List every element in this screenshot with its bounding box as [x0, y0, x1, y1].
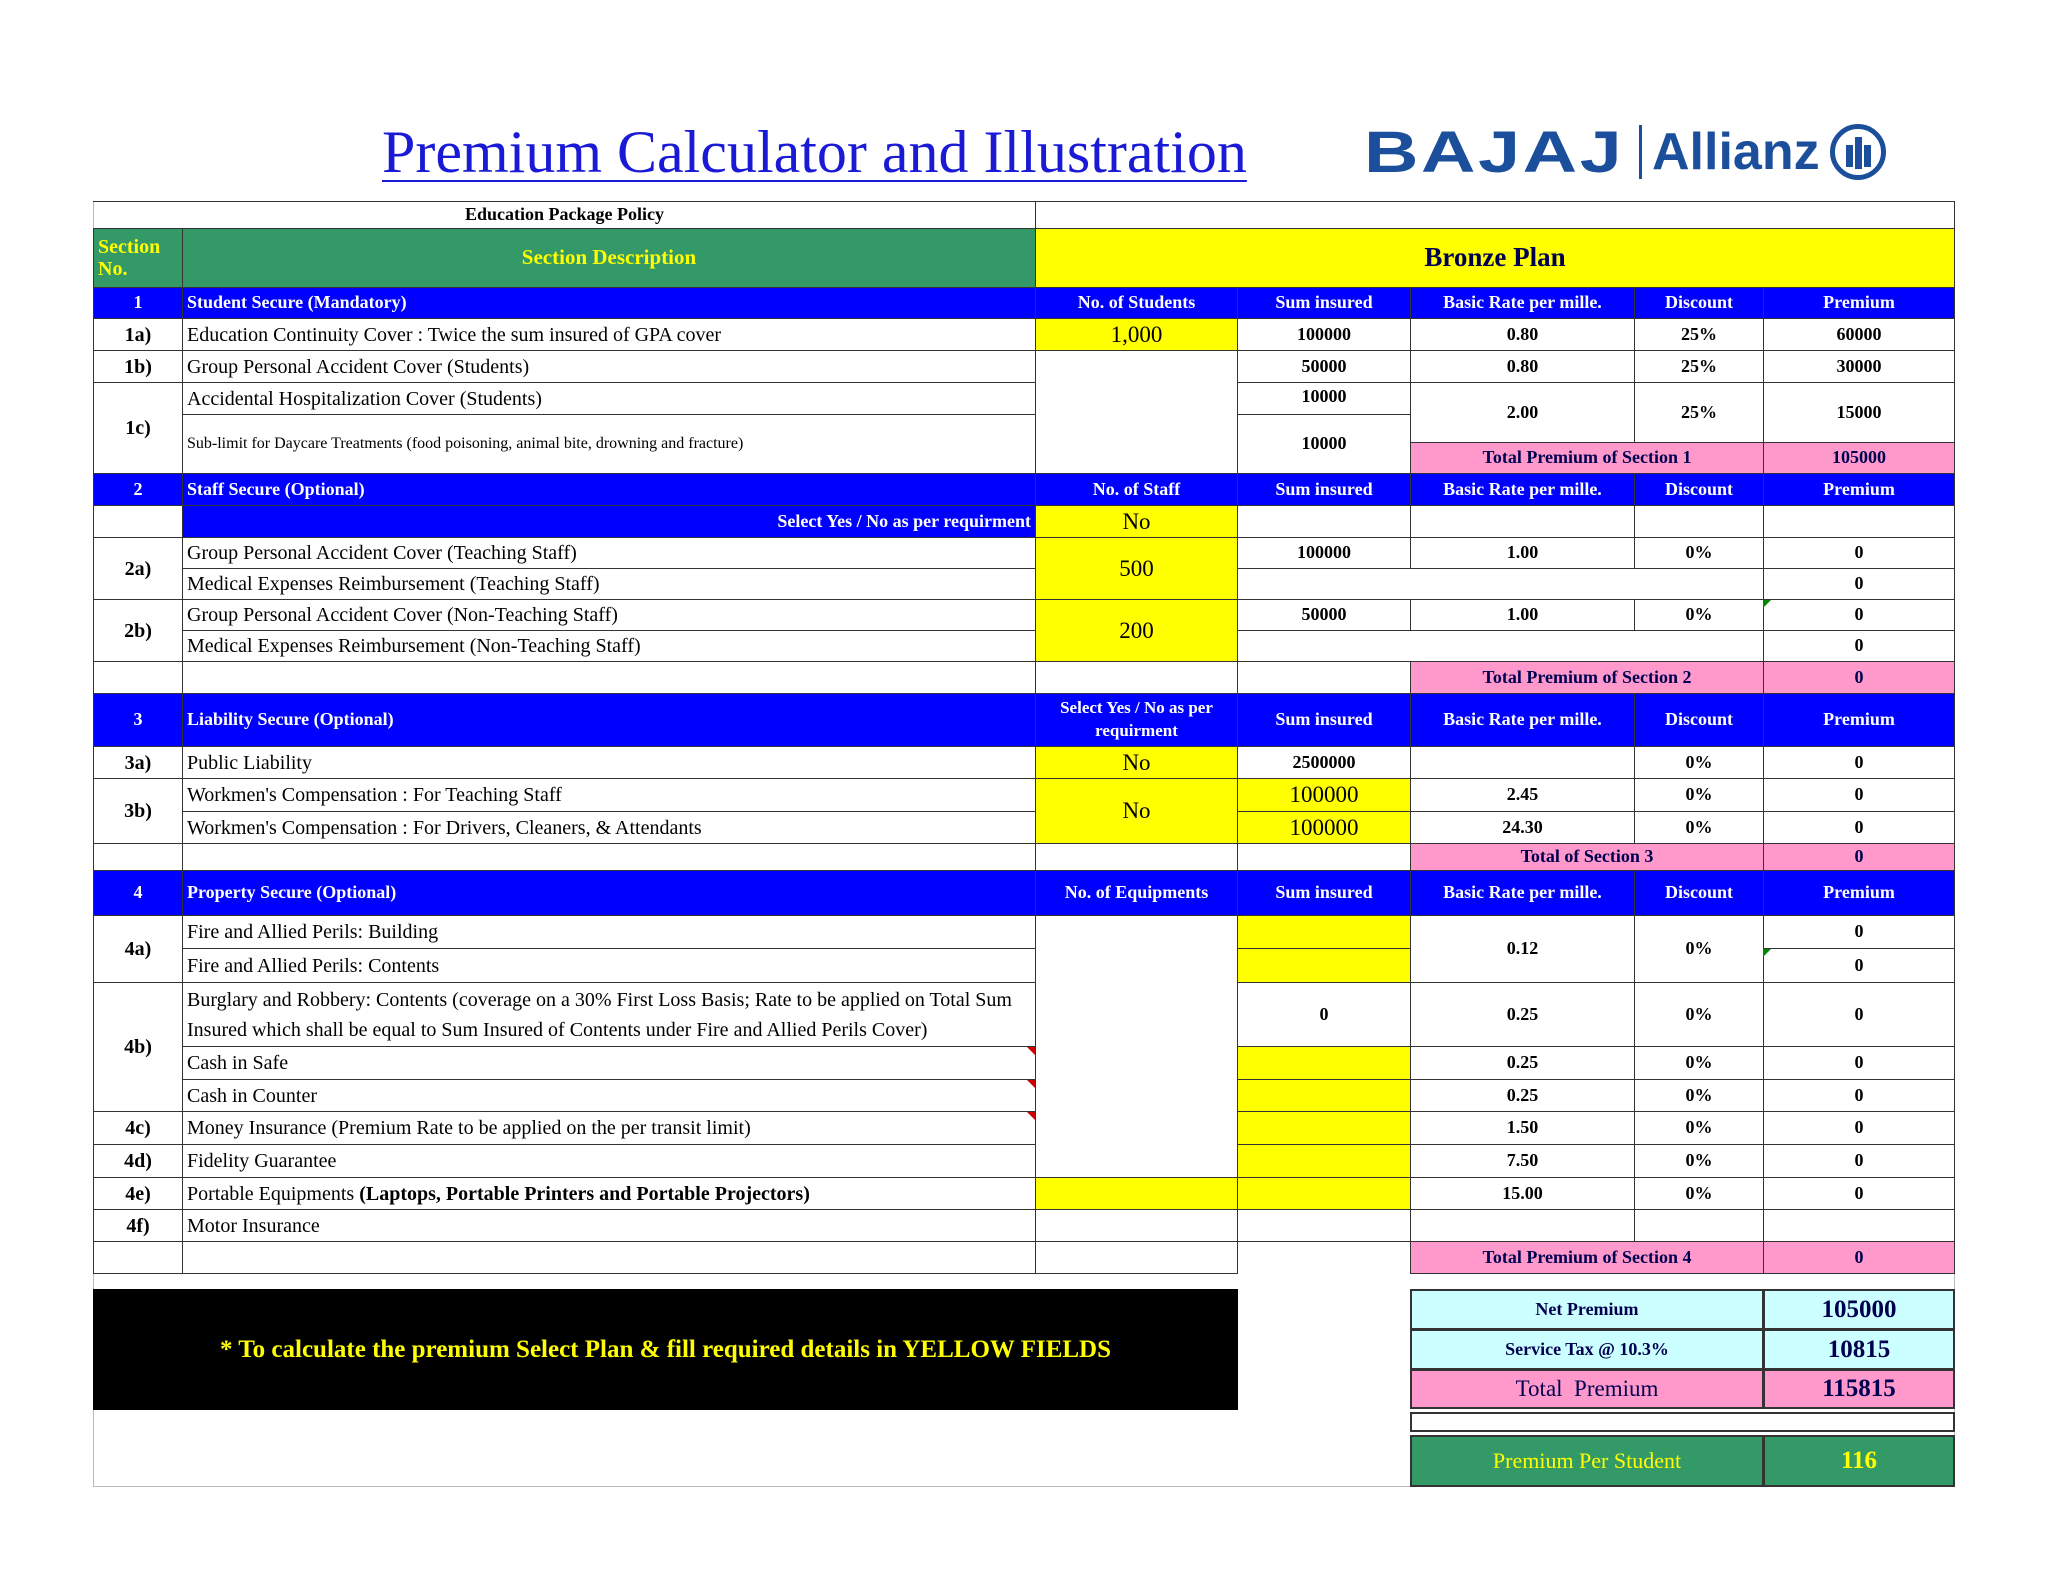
page-title: Premium Calculator and Illustration — [382, 119, 1247, 185]
row-description: Burglary and Robbery: Contents (coverage on a 30% First Loss Basis; Rate to be applied on Total Sum Insured which shall be equal to Sum Insured of Contents under Fire and Allied Perils Cover) — [182, 982, 1036, 1047]
s3-no: 3 — [93, 693, 183, 747]
premium: 0 — [1763, 1144, 1955, 1178]
s2-rate-header: Basic Rate per mille. — [1410, 473, 1635, 506]
s1-no: 1 — [93, 287, 183, 319]
discount: 25% — [1634, 382, 1764, 443]
s3-name: Liability Secure (Optional) — [182, 693, 1036, 747]
premium: 0 — [1763, 537, 1955, 569]
row-description: Group Personal Accident Cover (Teaching Staff) — [182, 537, 1036, 569]
blank-cell — [182, 661, 1036, 694]
row-id: 1a) — [93, 318, 183, 351]
s2-select-label: Select Yes / No as per requirment — [182, 505, 1036, 538]
fidelity-sum-input[interactable] — [1237, 1144, 1411, 1178]
blank-cell — [1237, 843, 1411, 871]
cash-in-counter-sum-input[interactable] — [1237, 1079, 1411, 1112]
sum-insured: 10000 — [1237, 382, 1411, 415]
premium: 0 — [1763, 630, 1955, 662]
discount: 0% — [1634, 537, 1764, 569]
row-id: 4e) — [93, 1177, 183, 1210]
s2-name: Staff Secure (Optional) — [182, 473, 1036, 506]
s1-discount-header: Discount — [1634, 287, 1764, 319]
public-liability-select[interactable]: No — [1035, 746, 1238, 779]
allianz-eagle-icon — [1830, 124, 1886, 180]
row-description: Group Personal Accident Cover (Non-Teaching Staff) — [182, 599, 1036, 631]
row-description: Cash in Safe — [182, 1046, 1036, 1080]
blank-cell — [1035, 1209, 1238, 1242]
s2-no: 2 — [93, 473, 183, 506]
rate: 2.00 — [1410, 382, 1635, 443]
comment-marker — [1763, 949, 1771, 957]
premium: 0 — [1763, 1046, 1955, 1080]
rate: 1.00 — [1410, 537, 1635, 569]
row-description: Fire and Allied Perils: Building — [182, 915, 1036, 949]
blank-cell — [93, 661, 183, 694]
sum-insured: 10000 — [1237, 414, 1411, 474]
blank-cell — [182, 1241, 1036, 1274]
discount: 0% — [1634, 1177, 1764, 1210]
comment-marker — [1763, 600, 1771, 608]
discount: 0% — [1634, 1111, 1764, 1145]
sum-insured: 50000 — [1237, 350, 1411, 383]
row-description: Fire and Allied Perils: Contents — [182, 948, 1036, 983]
discount: 0% — [1634, 746, 1764, 779]
sum-insured: 100000 — [1237, 537, 1411, 569]
money-insurance-sum-input[interactable] — [1237, 1111, 1411, 1145]
drivers-sum-input[interactable]: 100000 — [1237, 811, 1411, 844]
blank-cell — [1634, 1209, 1764, 1242]
row-id: 4b) — [93, 982, 183, 1112]
s4-total: 0 — [1763, 1241, 1955, 1274]
logo-allianz: Allianz — [1652, 123, 1820, 181]
equipments-count-input[interactable] — [1035, 1177, 1238, 1210]
blank-cell — [93, 1241, 183, 1274]
s3-rate-header: Basic Rate per mille. — [1410, 693, 1635, 747]
blank-cell — [1410, 505, 1635, 538]
s1-count-header: No. of Students — [1035, 287, 1238, 319]
s1-total-label: Total Premium of Section 1 — [1410, 442, 1764, 474]
row-id: 4c) — [93, 1111, 183, 1145]
section-no-header: Section No. — [93, 228, 183, 288]
rate: 0.12 — [1410, 915, 1635, 983]
comment-marker — [1027, 1112, 1035, 1120]
blank-cell — [1035, 661, 1238, 694]
premium-per-student-value: 116 — [1763, 1435, 1955, 1487]
s4-total-label: Total Premium of Section 4 — [1410, 1241, 1764, 1274]
s1-premium-header: Premium — [1763, 287, 1955, 319]
blank-cell — [1035, 915, 1238, 1178]
policy-name: Education Package Policy — [93, 201, 1036, 228]
blank-cell — [1237, 505, 1411, 538]
blank-cell — [1237, 630, 1764, 662]
row-description — [182, 1177, 1036, 1210]
s2-count-header: No. of Staff — [1035, 473, 1238, 506]
portable-equipment-label: Portable Equipments — [187, 1182, 360, 1205]
bajaj-allianz-logo — [1364, 120, 1886, 184]
s4-name: Property Secure (Optional) — [182, 870, 1036, 916]
plan-select[interactable]: Bronze Plan — [1035, 228, 1955, 288]
s4-sum-header: Sum insured — [1237, 870, 1411, 916]
premium: 0 — [1763, 982, 1955, 1047]
s2-premium-header: Premium — [1763, 473, 1955, 506]
discount: 0% — [1634, 599, 1764, 631]
rate: 0.80 — [1410, 350, 1635, 383]
row-id: 1b) — [93, 350, 183, 383]
students-count-input[interactable]: 1,000 — [1035, 318, 1238, 351]
s2-discount-header: Discount — [1634, 473, 1764, 506]
net-premium-label: Net Premium — [1410, 1289, 1764, 1330]
s3-total: 0 — [1763, 843, 1955, 871]
premium: 0 — [1763, 746, 1955, 779]
blank-cell — [182, 843, 1036, 871]
discount: 25% — [1634, 350, 1764, 383]
blank-cell — [1763, 505, 1955, 538]
premium: 30000 — [1763, 350, 1955, 383]
service-tax-value: 10815 — [1763, 1329, 1955, 1370]
discount: 0% — [1634, 778, 1764, 812]
blank-cell — [1410, 1412, 1955, 1432]
premium: 0 — [1763, 1177, 1955, 1210]
blank-cell — [1035, 843, 1238, 871]
s3-discount-header: Discount — [1634, 693, 1764, 747]
s4-count-header: No. of Equipments — [1035, 870, 1238, 916]
premium-per-student-label: Premium Per Student — [1410, 1435, 1764, 1487]
blank-cell — [1237, 1209, 1411, 1242]
row-description: Sub-limit for Daycare Treatments (food poisoning, animal bite, drowning and fracture) — [182, 414, 1036, 474]
discount: 0% — [1634, 1046, 1764, 1080]
s3-premium-header: Premium — [1763, 693, 1955, 747]
teaching-staff-count-input[interactable]: 500 — [1035, 537, 1238, 600]
s1-sum-header: Sum insured — [1237, 287, 1411, 319]
s2-total: 0 — [1763, 661, 1955, 694]
discount: 0% — [1634, 1079, 1764, 1112]
workmens-comp-select[interactable]: No — [1035, 778, 1238, 844]
rate: 24.30 — [1410, 811, 1635, 844]
premium: 0 — [1763, 778, 1955, 812]
row-description: Accidental Hospitalization Cover (Students) — [182, 382, 1036, 415]
comment-marker — [1027, 1080, 1035, 1088]
discount: 25% — [1634, 318, 1764, 351]
premium: 0 — [1763, 1079, 1955, 1112]
s1-name: Student Secure (Mandatory) — [182, 287, 1036, 319]
sum-insured: 2500000 — [1237, 746, 1411, 779]
s3-sum-header: Sum insured — [1237, 693, 1411, 747]
row-id: 3b) — [93, 778, 183, 844]
rate: 1.50 — [1410, 1111, 1635, 1145]
section-description-header: Section Description — [182, 228, 1036, 288]
discount: 0% — [1634, 915, 1764, 983]
total-premium-value: 115815 — [1763, 1369, 1955, 1409]
row-description: Cash in Counter — [182, 1079, 1036, 1112]
sum-insured: 100000 — [1237, 318, 1411, 351]
row-description: Workmen's Compensation : For Teaching Staff — [182, 778, 1036, 812]
row-description: Motor Insurance — [182, 1209, 1036, 1242]
s1-rate-header: Basic Rate per mille. — [1410, 287, 1635, 319]
row-description: Medical Expenses Reimbursement (Non-Teaching Staff) — [182, 630, 1036, 662]
comment-marker — [1027, 1047, 1035, 1055]
row-id: 2b) — [93, 599, 183, 662]
blank-cell — [1035, 1241, 1238, 1274]
rate: 0.25 — [1410, 1079, 1635, 1112]
premium: 0 — [1763, 1111, 1955, 1145]
blank-cell — [1763, 1209, 1955, 1242]
s1-total: 105000 — [1763, 442, 1955, 474]
discount: 0% — [1634, 982, 1764, 1047]
sum-insured: 50000 — [1237, 599, 1411, 631]
rate: 2.45 — [1410, 778, 1635, 812]
s4-discount-header: Discount — [1634, 870, 1764, 916]
premium: 0 — [1763, 811, 1955, 844]
s3-total-label: Total of Section 3 — [1410, 843, 1764, 871]
premium: 15000 — [1763, 382, 1955, 443]
non-teaching-staff-count-input[interactable]: 200 — [1035, 599, 1238, 662]
premium: 0 — [1763, 915, 1955, 949]
instruction-note: * To calculate the premium Select Plan & fill required details in YELLOW FIELDS — [93, 1289, 1238, 1410]
sum-insured: 0 — [1237, 982, 1411, 1047]
blank-cell — [1410, 1209, 1635, 1242]
blank-cell — [1237, 568, 1764, 600]
service-tax-label: Service Tax @ 10.3% — [1410, 1329, 1764, 1370]
blank-cell — [93, 505, 183, 538]
s2-total-label: Total Premium of Section 2 — [1410, 661, 1764, 694]
row-description: Group Personal Accident Cover (Students) — [182, 350, 1036, 383]
s4-rate-header: Basic Rate per mille. — [1410, 870, 1635, 916]
row-description: Education Continuity Cover : Twice the sum insured of GPA cover — [182, 318, 1036, 351]
portable-equipment-detail: (Laptops, Portable Printers and Portable Projectors) — [359, 1182, 810, 1205]
row-id: 2a) — [93, 537, 183, 600]
s4-premium-header: Premium — [1763, 870, 1955, 916]
row-id: 4f) — [93, 1209, 183, 1242]
blank-cell — [1410, 746, 1635, 779]
discount: 0% — [1634, 1144, 1764, 1178]
premium: 0 — [1763, 599, 1955, 631]
cash-in-safe-sum-input[interactable] — [1237, 1046, 1411, 1080]
building-sum-input[interactable] — [1237, 915, 1411, 949]
s2-sum-header: Sum insured — [1237, 473, 1411, 506]
rate: 15.00 — [1410, 1177, 1635, 1210]
s4-no: 4 — [93, 870, 183, 916]
premium: 60000 — [1763, 318, 1955, 351]
s3-select-header: Select Yes / No as per requirment — [1035, 693, 1238, 747]
rate: 1.00 — [1410, 599, 1635, 631]
row-id: 4d) — [93, 1144, 183, 1178]
contents-sum-input[interactable] — [1237, 948, 1411, 983]
row-id: 1c) — [93, 382, 183, 474]
row-description: Workmen's Compensation : For Drivers, Cleaners, & Attendants — [182, 811, 1036, 844]
blank-cell — [1237, 661, 1411, 694]
total-premium-label: Total Premium — [1410, 1369, 1764, 1409]
discount: 0% — [1634, 811, 1764, 844]
logo-bajaj: BAJAJ — [1364, 119, 1625, 185]
s2-yes-no-select[interactable]: No — [1035, 505, 1238, 538]
portable-equipment-sum-input[interactable] — [1237, 1177, 1411, 1210]
teaching-staff-sum-input[interactable]: 100000 — [1237, 778, 1411, 812]
rate: 7.50 — [1410, 1144, 1635, 1178]
header-blank — [1035, 201, 1955, 228]
row-description: Fidelity Guarantee — [182, 1144, 1036, 1178]
premium: 0 — [1763, 948, 1955, 983]
row-id: 4a) — [93, 915, 183, 983]
blank-cell — [1035, 350, 1238, 474]
rate: 0.80 — [1410, 318, 1635, 351]
rate: 0.25 — [1410, 982, 1635, 1047]
premium: 0 — [1763, 568, 1955, 600]
net-premium-value: 105000 — [1763, 1289, 1955, 1330]
blank-cell — [93, 843, 183, 871]
rate: 0.25 — [1410, 1046, 1635, 1080]
blank-cell — [1634, 505, 1764, 538]
row-description: Money Insurance (Premium Rate to be applied on the per transit limit) — [182, 1111, 1036, 1145]
row-id: 3a) — [93, 746, 183, 779]
row-description: Public Liability — [182, 746, 1036, 779]
row-description: Medical Expenses Reimbursement (Teaching Staff) — [182, 568, 1036, 600]
